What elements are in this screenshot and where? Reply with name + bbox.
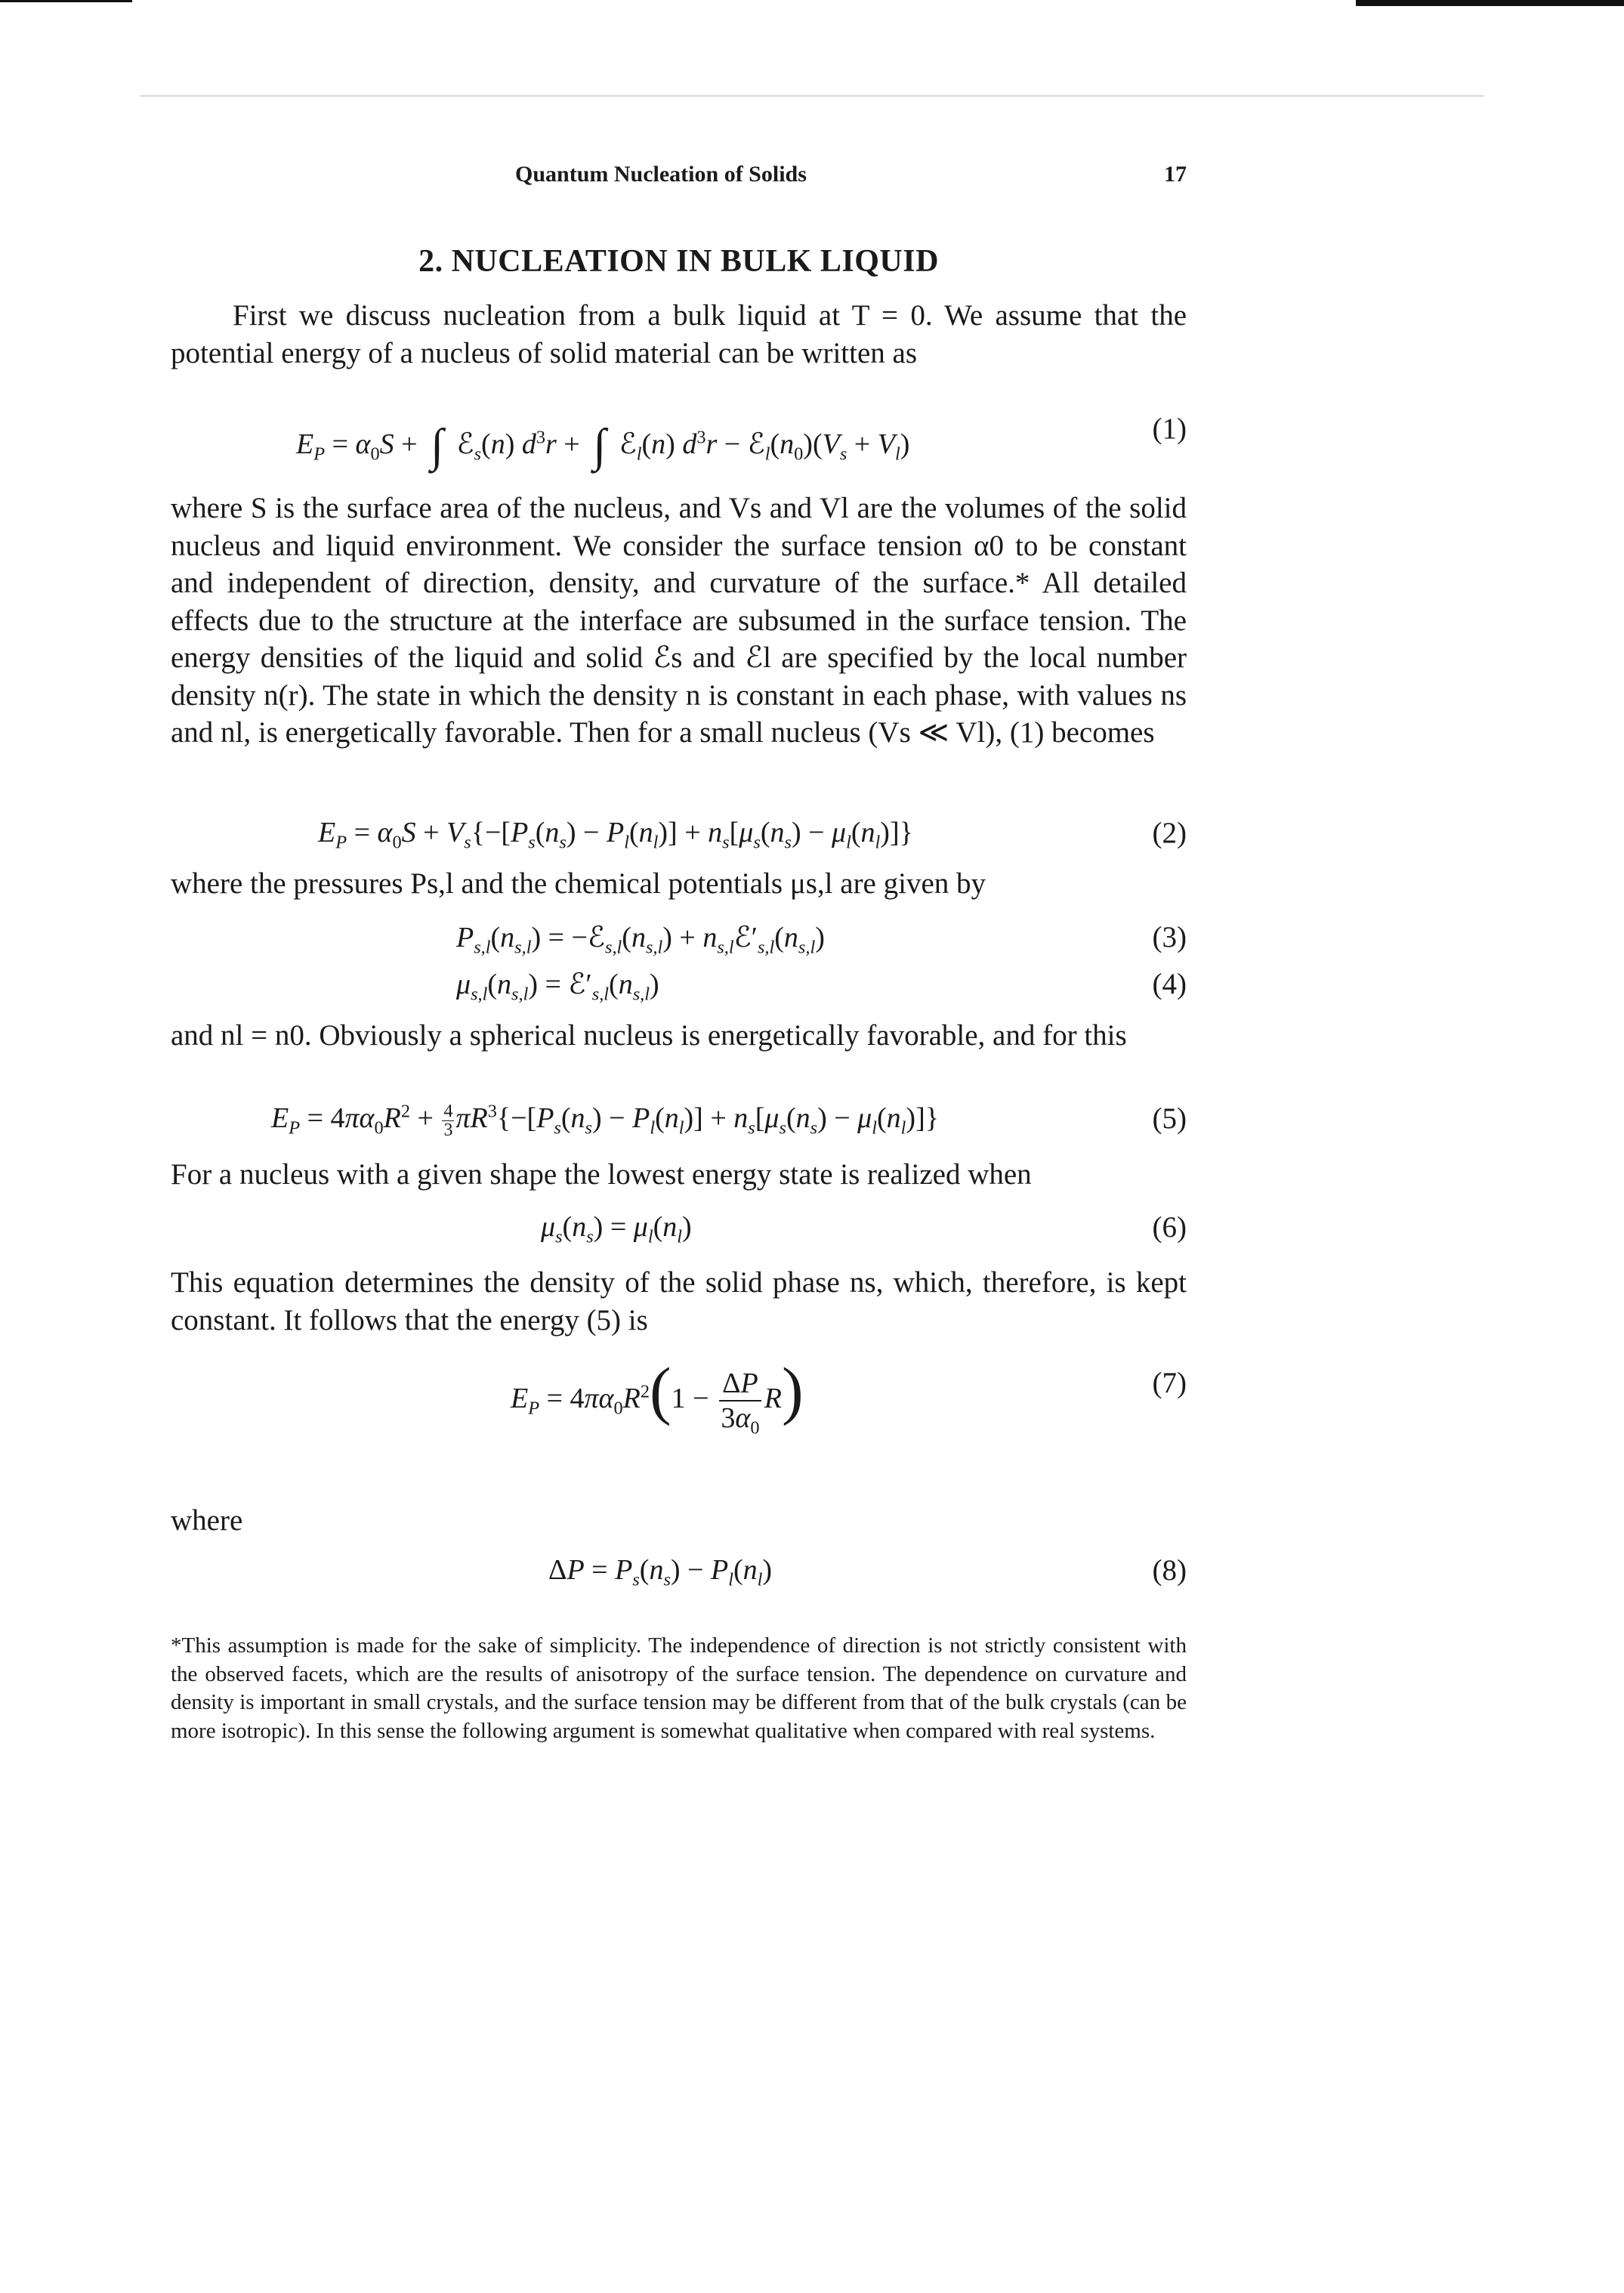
scan-edge-line [0,0,132,2]
equation-5-expression: $E_P = 4\pi\alpha_0R^2$ + $\frac{4}{3}$ $\pi R^3\{-[P_s(n_s) - P_l(n_l)] + n_s[\mu_s(n_s) - \mu_l(n_l)]\}$ [271,1101,939,1140]
equation-7-expression: $E_P = 4\pi\alpha_0R^2(1$ − $\frac{\Delta P}{3\alpha_0}$ R) [511,1354,804,1439]
equation-7 [171,1345,1187,1439]
equation-1 [171,412,1187,471]
equation-4 [171,967,1187,1012]
paragraph-lowest-energy: For a nucleus with a given shape the lowest energy state is realized when [171,1158,1032,1191]
paragraph-definitions: where S is the surface area of the nucleus, and Vs and Vl are the volumes of the solid nucleus and liquid environment. We consider the surface tension α0 to be constant and independent of direction, density, and curvature of the surface.* All detailed effects due to the structure at the interface are subsumed in the surface tension. The energy densities of the liquid and solid ℰs and ℰl are specified by the local number density n(r). The state in which the density n is constant in each phase, with values ns and nl, is energetically favorable. Then for a small nucleus (Vs ≪ Vl), (1) becomes [171,492,1187,749]
equation-number: (4) [1152,968,1187,1000]
equation-number: (1) [1152,413,1187,445]
equation-5 [171,1102,1187,1147]
equation-number: (5) [1152,1102,1187,1135]
paragraph-solid-density: This equation determines the density of the solid phase ns, which, therefore, is kept constant. It follows that the energy (5) is [171,1266,1187,1337]
running-head [171,162,1187,192]
equation-1-expression: $E_P = \alpha_0S$ + ∫ ℰ$_s$(n) $d^3r$ + ∫ ℰ$_l$(n) $d^3r$ − $ℰ_l(n_0)(V_s + V_l)$ [296,420,910,471]
equation-8 [171,1553,1187,1599]
paragraph-intro: First we discuss nucleation from a bulk liquid at T = 0. We assume that the potential energy of a nucleus of solid material can be written as [171,299,1187,369]
section-heading: 2. NUCLEATION IN BULK LIQUID [418,244,939,279]
scan-rule [140,95,1484,97]
equation-number: (6) [1152,1211,1187,1244]
equation-6-expression: $\mu_s(n_s) = \mu_l(n_l)$ [541,1211,692,1247]
equation-number: (3) [1152,921,1187,953]
equation-8-expression: $\Delta P = P_s(n_s) - P_l(n_l)$ [548,1554,773,1590]
equation-3 [171,920,1187,966]
equation-4-expression: $\mu_{s,l}(n_{s,l})$ = $ℰ'_{s,l}(n_{s,l})$ [456,969,659,1005]
equation-3-expression: $P_{s,l}(n_{s,l})$ = $-ℰ_{s,l}(n_{s,l})$ + $n_{s,l}ℰ'_{s,l}(n_{s,l})$ [456,922,825,958]
footnote: *This assumption is made for the sake of simplicity. The independence of direction is not strictly consistent with the observed facets, which are the results of anisotropy of the surface tension. The dependence on curvature and density is important in small crystals, and the surface tension may be different from that of the bulk crystals (can be more isotropic). In this sense the following argument is somewhat qualitative when compared with real systems. [171,1633,1187,1743]
scan-edge-line [1356,0,1624,6]
equation-number: (7) [1152,1367,1187,1399]
equation-number: (2) [1152,817,1187,849]
paragraph-spherical: and nl = n0. Obviously a spherical nucleus is energetically favorable, and for this [171,1019,1127,1052]
running-title: Quantum Nucleation of Solids [515,162,807,187]
paragraph-where: where [171,1504,243,1537]
equation-2-expression: $E_P = \alpha_0S + V_s\{-[P_s(n_s) - P_l(n_l)] + n_s[\mu_s(n_s) - \mu_l(n_l)]\}$ [318,817,913,853]
paragraph-pressures: where the pressures Ps,l and the chemical potentials μs,l are given by [171,867,986,900]
equation-2 [171,816,1187,861]
page-number: 17 [1164,162,1187,187]
equation-number: (8) [1152,1554,1187,1587]
equation-6 [171,1210,1187,1256]
